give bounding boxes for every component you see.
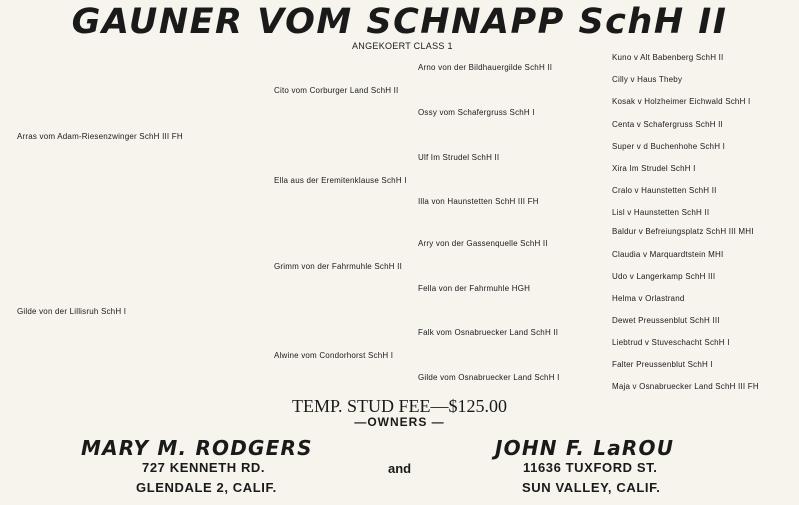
pedigree-gen4-entry: Cralo v Haunstetten SchH II	[612, 186, 717, 195]
pedigree-gen4-entry: Claudia v Marquardtstein MHI	[612, 250, 724, 259]
pedigree-gen4-entry: Xira Im Strudel SchH I	[612, 164, 696, 173]
pedigree-gen4-entry: Liebtrud v Stuveschacht SchH I	[612, 338, 730, 347]
subtitle: ANGEKOERT CLASS 1	[352, 41, 453, 51]
pedigree-gen3-entry: Ossy vom Schafergruss SchH I	[418, 108, 535, 117]
owner-left-street: 727 KENNETH RD.	[142, 460, 266, 475]
owners-heading: —OWNERS —	[354, 415, 445, 429]
pedigree-gen4-entry: Dewet Preussenblut SchH III	[612, 316, 720, 325]
pedigree-gen4-entry: Helma v Orlastrand	[612, 294, 685, 303]
pedigree-gen2-entry: Cito vom Corburger Land SchH II	[274, 86, 399, 95]
pedigree-gen3-entry: Gilde vom Osnabruecker Land SchH I	[418, 373, 560, 382]
owners-joiner: and	[388, 461, 412, 476]
pedigree-gen4-entry: Maja v Osnabruecker Land SchH III FH	[612, 382, 759, 391]
pedigree-gen2-entry: Grimm von der Fahrmuhle SchH II	[274, 262, 403, 271]
pedigree-gen4-entry: Kuno v Alt Babenberg SchH II	[612, 53, 724, 62]
stud-fee: TEMP. STUD FEE—$125.00	[291, 396, 507, 416]
pedigree-gen2-entry: Alwine vom Condorhorst SchH I	[274, 351, 394, 360]
pedigree-gen3-entry: Fella von der Fahrmuhle HGH	[418, 284, 531, 293]
pedigree-gen4-entry: Cilly v Haus Theby	[612, 75, 683, 84]
sire-line-name: Arras vom Adam-Riesenzwinger SchH III FH	[17, 132, 183, 141]
pedigree-gen4-entry: Baldur v Befreiungsplatz SchH III MHI	[612, 227, 754, 236]
pedigree-gen4-entry: Super v d Buchenhohe SchH I	[612, 142, 726, 151]
owner-right-city: SUN VALLEY, CALIF.	[522, 480, 661, 495]
page-title: GAUNER VOM SCHNAPP SchH II	[71, 2, 728, 42]
owner-right-street: 11636 TUXFORD ST.	[523, 460, 658, 475]
pedigree-gen4-entry: Centa v Schafergruss SchH II	[612, 120, 723, 129]
pedigree-gen3-entry: Illa von Haunstetten SchH III FH	[418, 197, 539, 206]
pedigree-gen4-entry: Falter Preussenblut SchH I	[612, 360, 713, 369]
pedigree-gen3-entry: Arno von der Bildhauergilde SchH II	[418, 63, 553, 72]
owner-right-name: JOHN F. LaROU	[495, 436, 675, 460]
pedigree-gen3-entry: Ulf Im Strudel SchH II	[418, 153, 500, 162]
owner-left-name: MARY M. RODGERS	[81, 436, 313, 460]
pedigree-gen4-entry: Udo v Langerkamp SchH III	[612, 272, 716, 281]
pedigree-gen3-entry: Falk vom Osnabruecker Land SchH II	[418, 328, 559, 337]
pedigree-gen4-entry: Lisl v Haunstetten SchH II	[612, 208, 710, 217]
pedigree-gen2-entry: Ella aus der Eremitenklause SchH I	[274, 176, 407, 185]
owner-left-city: GLENDALE 2, CALIF.	[136, 480, 277, 495]
pedigree-gen3-entry: Arry von der Gassenquelle SchH II	[418, 239, 548, 248]
pedigree-gen4-entry: Kosak v Holzheimer Eichwald SchH I	[612, 97, 751, 106]
dam-line-name: Gilde von der Lillisruh SchH I	[17, 307, 127, 316]
